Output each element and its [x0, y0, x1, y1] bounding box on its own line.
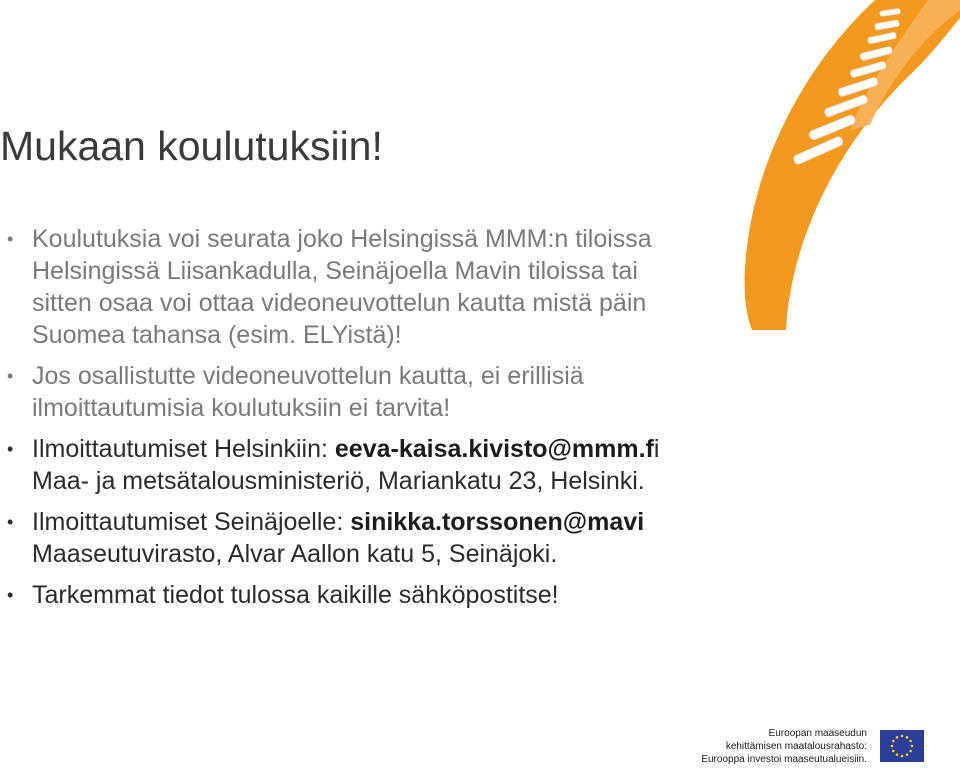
address-helsinki: Maa- ja metsätalousministeriö, Mariankatu 23, Helsinki.: [32, 467, 645, 495]
registration-label: Ilmoittautumiset Helsinkiin:: [32, 435, 335, 463]
bullet-marker: •: [7, 585, 14, 605]
eu-star: [909, 750, 912, 753]
bullet-text-line: Helsingissä Liisankadulla, Seinäjoella Mavin tiloissa tai: [32, 257, 638, 285]
bullet-text-line: Koulutuksia voi seurata joko Helsingissä MMM:n tiloissa: [32, 225, 652, 253]
footer-line: Eurooppa investoi maaseutualueisiin.: [701, 754, 867, 765]
list-item: [0, 223, 960, 351]
bullet-list: [0, 223, 960, 620]
list-item: [0, 433, 960, 497]
eu-star: [892, 740, 895, 743]
email-link-helsinki[interactable]: eeva-kaisa.kivisto@mmm.f: [334, 435, 654, 463]
eu-star: [906, 753, 909, 756]
eu-star: [896, 753, 899, 756]
registration-label: Ilmoittautumiset Seinäjoelle:: [32, 508, 351, 536]
bullet-marker: •: [7, 366, 14, 386]
bullet-text-line: ilmoittautumisia koulutuksiin ei tarvita!: [32, 394, 451, 422]
email-suffix: i: [653, 435, 660, 463]
page-title: Mukaan koulutuksiin!: [0, 123, 383, 169]
registration-line-seinajoki: [32, 506, 960, 538]
eu-star: [901, 755, 904, 758]
eu-star: [891, 745, 894, 748]
eu-star: [901, 735, 904, 738]
email-link-seinajoki[interactable]: sinikka.torssonen@mavi: [350, 508, 645, 536]
list-item: [0, 506, 960, 570]
bullet-marker: •: [7, 229, 14, 249]
footer-line: kehittämisen maatalousrahasto:: [725, 741, 867, 752]
footer-line: Euroopan maaseudun: [768, 728, 867, 739]
list-item: [0, 579, 960, 611]
list-item: [0, 360, 960, 424]
bullet-text-line: Jos osallistutte videoneuvottelun kautta, ei erillisiä: [32, 362, 584, 390]
bullet-text-line: Tarkemmat tiedot tulossa kaikille sähköpostitse!: [32, 581, 559, 609]
eu-star: [896, 736, 899, 739]
registration-line-helsinki: [32, 433, 960, 465]
eu-star: [909, 740, 912, 743]
address-seinajoki: Maaseutuvirasto, Alvar Aallon katu 5, Seinäjoki.: [32, 540, 558, 568]
bullet-text-line: Suomea tahansa (esim. ELYistä)!: [32, 321, 402, 349]
eu-flag-icon: [880, 730, 924, 762]
bullet-marker: •: [7, 512, 14, 532]
bullet-marker: •: [7, 439, 14, 459]
eu-star: [906, 736, 909, 739]
bullet-text-line: sitten osaa voi ottaa videoneuvottelun kautta mistä päin: [32, 289, 647, 317]
eu-star: [911, 745, 914, 748]
eu-funding-footer: [701, 727, 867, 766]
eu-star: [892, 750, 895, 753]
